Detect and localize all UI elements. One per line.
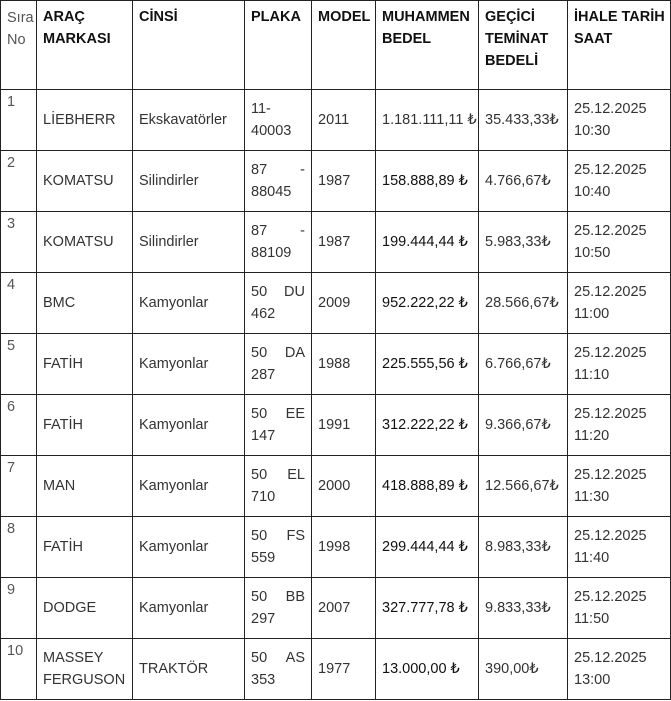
cell-cinsi: Kamyonlar	[133, 456, 245, 517]
plaka-line-1: 11-	[251, 101, 271, 117]
cell-cinsi: Silindirler	[133, 151, 245, 212]
cell-model: 2011	[312, 90, 376, 151]
cell-cinsi: Kamyonlar	[133, 517, 245, 578]
header-cinsi: CİNSİ	[133, 1, 245, 90]
cell-gecici-teminat: 8.983,33₺	[479, 517, 568, 578]
plaka-line-1: 50 BB	[251, 589, 305, 605]
plaka-line-1: 50 EL	[251, 467, 305, 483]
plaka-line-1: 50 DU	[251, 284, 305, 300]
cell-marka: MAN	[37, 456, 133, 517]
table-header-row	[1, 1, 671, 90]
cell-marka: FATİH	[37, 517, 133, 578]
cell-plaka	[245, 456, 312, 517]
plaka-line-1: 50 EE	[251, 406, 305, 422]
cell-muhammen-bedel: 158.888,89 ₺	[376, 151, 479, 212]
cell-marka: KOMATSU	[37, 151, 133, 212]
header-ihale-tarih-saat: İHALE TARİH SAAT	[568, 1, 671, 90]
table-row	[1, 151, 671, 212]
plaka-line-2: 147	[251, 428, 276, 444]
plaka-line-1: 50 DA	[251, 345, 305, 361]
ihale-tarih: 25.12.2025	[574, 284, 647, 300]
cell-marka: FATİH	[37, 334, 133, 395]
cell-muhammen-bedel: 13.000,00 ₺	[376, 639, 479, 700]
plaka-line-2: 559	[251, 550, 276, 566]
cell-gecici-teminat: 9.833,33₺	[479, 578, 568, 639]
cell-cinsi: Kamyonlar	[133, 395, 245, 456]
plaka-line-2: 287	[251, 367, 276, 383]
cell-sira-no: 1	[1, 90, 37, 151]
ihale-saat: 10:50	[574, 245, 611, 261]
cell-ihale-tarih-saat	[568, 90, 671, 151]
cell-sira-no: 4	[1, 273, 37, 334]
ihale-tarih: 25.12.2025	[574, 345, 647, 361]
cell-gecici-teminat: 9.366,67₺	[479, 395, 568, 456]
header-arac-markasi: ARAÇ MARKASI	[37, 1, 133, 90]
table-row	[1, 334, 671, 395]
cell-ihale-tarih-saat	[568, 395, 671, 456]
cell-model: 2009	[312, 273, 376, 334]
plaka-line-1: 50 AS	[251, 650, 305, 666]
table-row	[1, 90, 671, 151]
cell-plaka	[245, 517, 312, 578]
table-row	[1, 273, 671, 334]
cell-plaka	[245, 273, 312, 334]
cell-sira-no: 10	[1, 639, 37, 700]
cell-sira-no: 6	[1, 395, 37, 456]
cell-plaka	[245, 334, 312, 395]
cell-cinsi: Kamyonlar	[133, 578, 245, 639]
cell-muhammen-bedel: 327.777,78 ₺	[376, 578, 479, 639]
cell-ihale-tarih-saat	[568, 578, 671, 639]
cell-muhammen-bedel: 952.222,22 ₺	[376, 273, 479, 334]
header-gecici-teminat: GEÇİCİ TEMİNAT BEDELİ	[479, 1, 568, 90]
ihale-saat: 13:00	[574, 672, 611, 688]
table-row	[1, 456, 671, 517]
header-plaka: PLAKA	[245, 1, 312, 90]
cell-gecici-teminat: 6.766,67₺	[479, 334, 568, 395]
cell-model: 1987	[312, 151, 376, 212]
cell-ihale-tarih-saat	[568, 517, 671, 578]
table-row	[1, 212, 671, 273]
cell-gecici-teminat: 12.566,67₺	[479, 456, 568, 517]
table-body	[1, 90, 671, 700]
cell-sira-no: 3	[1, 212, 37, 273]
cell-plaka	[245, 578, 312, 639]
cell-ihale-tarih-saat	[568, 639, 671, 700]
cell-model: 1998	[312, 517, 376, 578]
cell-ihale-tarih-saat	[568, 334, 671, 395]
table-row	[1, 578, 671, 639]
plaka-line-1: 87 -	[251, 223, 305, 239]
ihale-tarih: 25.12.2025	[574, 589, 647, 605]
plaka-line-2: 353	[251, 672, 276, 688]
cell-muhammen-bedel: 225.555,56 ₺	[376, 334, 479, 395]
cell-sira-no: 7	[1, 456, 37, 517]
ihale-saat: 11:00	[574, 306, 610, 322]
table-row	[1, 517, 671, 578]
cell-model: 1988	[312, 334, 376, 395]
cell-ihale-tarih-saat	[568, 212, 671, 273]
cell-sira-no: 9	[1, 578, 37, 639]
header-muhammen-bedel: MUHAMMEN BEDEL	[376, 1, 479, 90]
cell-ihale-tarih-saat	[568, 456, 671, 517]
cell-cinsi: Silindirler	[133, 212, 245, 273]
cell-plaka	[245, 90, 312, 151]
ihale-tarih: 25.12.2025	[574, 467, 647, 483]
ihale-tarih: 25.12.2025	[574, 101, 647, 117]
ihale-tarih: 25.12.2025	[574, 528, 647, 544]
cell-cinsi: TRAKTÖR	[133, 639, 245, 700]
plaka-line-2: 710	[251, 489, 276, 505]
cell-sira-no: 2	[1, 151, 37, 212]
cell-muhammen-bedel: 199.444,44 ₺	[376, 212, 479, 273]
cell-sira-no: 8	[1, 517, 37, 578]
ihale-saat: 11:10	[574, 367, 610, 383]
cell-gecici-teminat: 28.566,67₺	[479, 273, 568, 334]
plaka-line-2: 88109	[251, 245, 292, 261]
table-row	[1, 395, 671, 456]
ihale-saat: 11:20	[574, 428, 610, 444]
cell-marka: LİEBHERR	[37, 90, 133, 151]
cell-gecici-teminat: 390,00₺	[479, 639, 568, 700]
cell-model: 2000	[312, 456, 376, 517]
plaka-line-2: 40003	[251, 123, 292, 139]
ihale-tarih: 25.12.2025	[574, 223, 647, 239]
cell-marka: FATİH	[37, 395, 133, 456]
cell-muhammen-bedel: 418.888,89 ₺	[376, 456, 479, 517]
cell-ihale-tarih-saat	[568, 273, 671, 334]
cell-cinsi: Kamyonlar	[133, 273, 245, 334]
cell-ihale-tarih-saat	[568, 151, 671, 212]
cell-model: 1977	[312, 639, 376, 700]
cell-cinsi: Ekskavatörler	[133, 90, 245, 151]
cell-marka: DODGE	[37, 578, 133, 639]
cell-plaka	[245, 212, 312, 273]
cell-muhammen-bedel: 1.181.111,11 ₺	[376, 90, 479, 151]
header-model: MODEL	[312, 1, 376, 90]
plaka-line-2: 297	[251, 611, 276, 627]
cell-plaka	[245, 395, 312, 456]
cell-gecici-teminat: 4.766,67₺	[479, 151, 568, 212]
cell-marka: MASSEY FERGUSON	[37, 639, 133, 700]
ihale-saat: 11:40	[574, 550, 610, 566]
plaka-line-2: 462	[251, 306, 276, 322]
ihale-saat: 11:30	[574, 489, 610, 505]
ihale-tarih: 25.12.2025	[574, 650, 647, 666]
ihale-saat: 11:50	[574, 611, 610, 627]
header-sira-no: Sıra No	[1, 1, 37, 90]
cell-plaka	[245, 151, 312, 212]
cell-gecici-teminat: 35.433,33₺	[479, 90, 568, 151]
cell-muhammen-bedel: 299.444,44 ₺	[376, 517, 479, 578]
plaka-line-2: 88045	[251, 184, 292, 200]
ihale-tarih: 25.12.2025	[574, 406, 647, 422]
cell-model: 2007	[312, 578, 376, 639]
cell-sira-no: 5	[1, 334, 37, 395]
ihale-saat: 10:40	[574, 184, 611, 200]
cell-cinsi: Kamyonlar	[133, 334, 245, 395]
cell-plaka	[245, 639, 312, 700]
table-row	[1, 639, 671, 700]
cell-marka: KOMATSU	[37, 212, 133, 273]
cell-marka: BMC	[37, 273, 133, 334]
ihale-saat: 10:30	[574, 123, 611, 139]
cell-model: 1991	[312, 395, 376, 456]
plaka-line-1: 50 FS	[251, 528, 305, 544]
cell-muhammen-bedel: 312.222,22 ₺	[376, 395, 479, 456]
cell-gecici-teminat: 5.983,33₺	[479, 212, 568, 273]
plaka-line-1: 87 -	[251, 162, 305, 178]
cell-model: 1987	[312, 212, 376, 273]
ihale-tarih: 25.12.2025	[574, 162, 647, 178]
